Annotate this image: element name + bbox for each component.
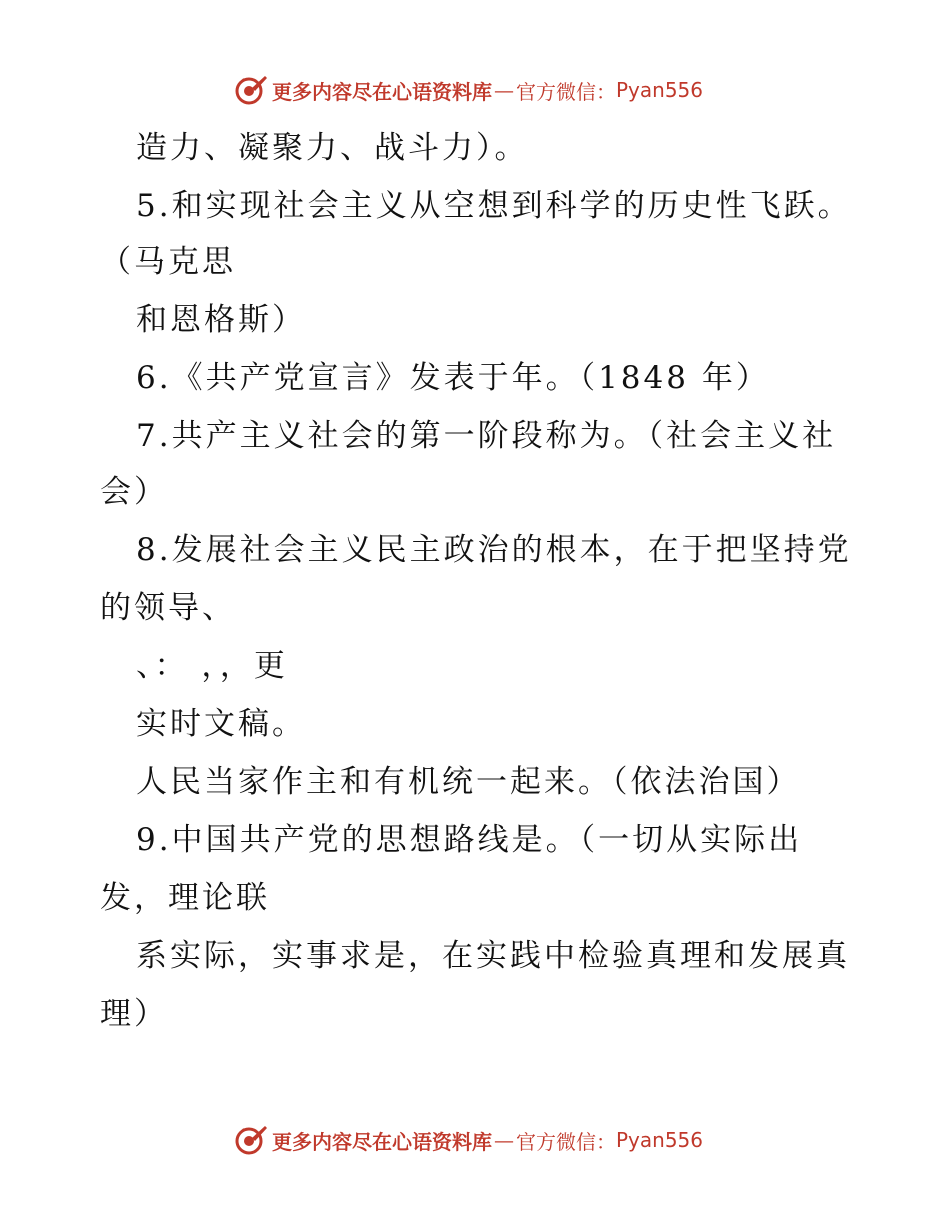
text-line: 人民当家作主和有机统一起来。（依法治国）: [136, 764, 801, 800]
watermark-contact-label: 官方微信：: [516, 1129, 616, 1154]
text-line: 8.发展社会主义民主政治的根本，在于把坚持党: [136, 532, 852, 568]
text-line: 理）: [100, 996, 168, 1032]
watermark-dash: —: [494, 1128, 514, 1152]
text-line: 系实际，实事求是，在实践中检验真理和发展真: [136, 938, 850, 974]
text-line: 7.共产主义社会的第一阶段称为。（社会主义社: [136, 418, 837, 454]
text-line: 造力、凝聚力、战斗力）。: [136, 130, 529, 166]
pen-logo-icon: [234, 1123, 268, 1157]
watermark-brand: 更多内容尽在心语资料库: [272, 79, 492, 104]
text-line: 6.《共产党宣言》发表于年。（1848 年）: [136, 360, 770, 396]
text-line: 实时文稿。: [136, 706, 306, 742]
text-line: 和恩格斯）: [136, 302, 306, 338]
text-line: 9.中国共产党的思想路线是。（一切从实际出: [136, 822, 803, 858]
text-line: 的领导、: [100, 590, 236, 626]
text-line: 5.和实现社会主义从空想到科学的历史性飞跃。: [136, 188, 852, 224]
footer-watermark: [234, 1123, 703, 1157]
watermark-contact-label: 官方微信：: [516, 79, 616, 104]
watermark-contact-id: Pyan556: [616, 78, 704, 102]
text-line: 会）: [100, 474, 168, 510]
watermark-brand: 更多内容尽在心语资料库: [272, 1129, 492, 1154]
watermark-contact-id: Pyan556: [616, 1128, 704, 1152]
text-line: 、： ，，更: [136, 648, 288, 684]
text-line: 发，理论联: [100, 880, 270, 916]
watermark-dash: —: [494, 78, 514, 102]
pen-logo-icon: [234, 73, 268, 107]
text-line: （马克思: [100, 244, 236, 280]
header-watermark: [234, 73, 703, 107]
